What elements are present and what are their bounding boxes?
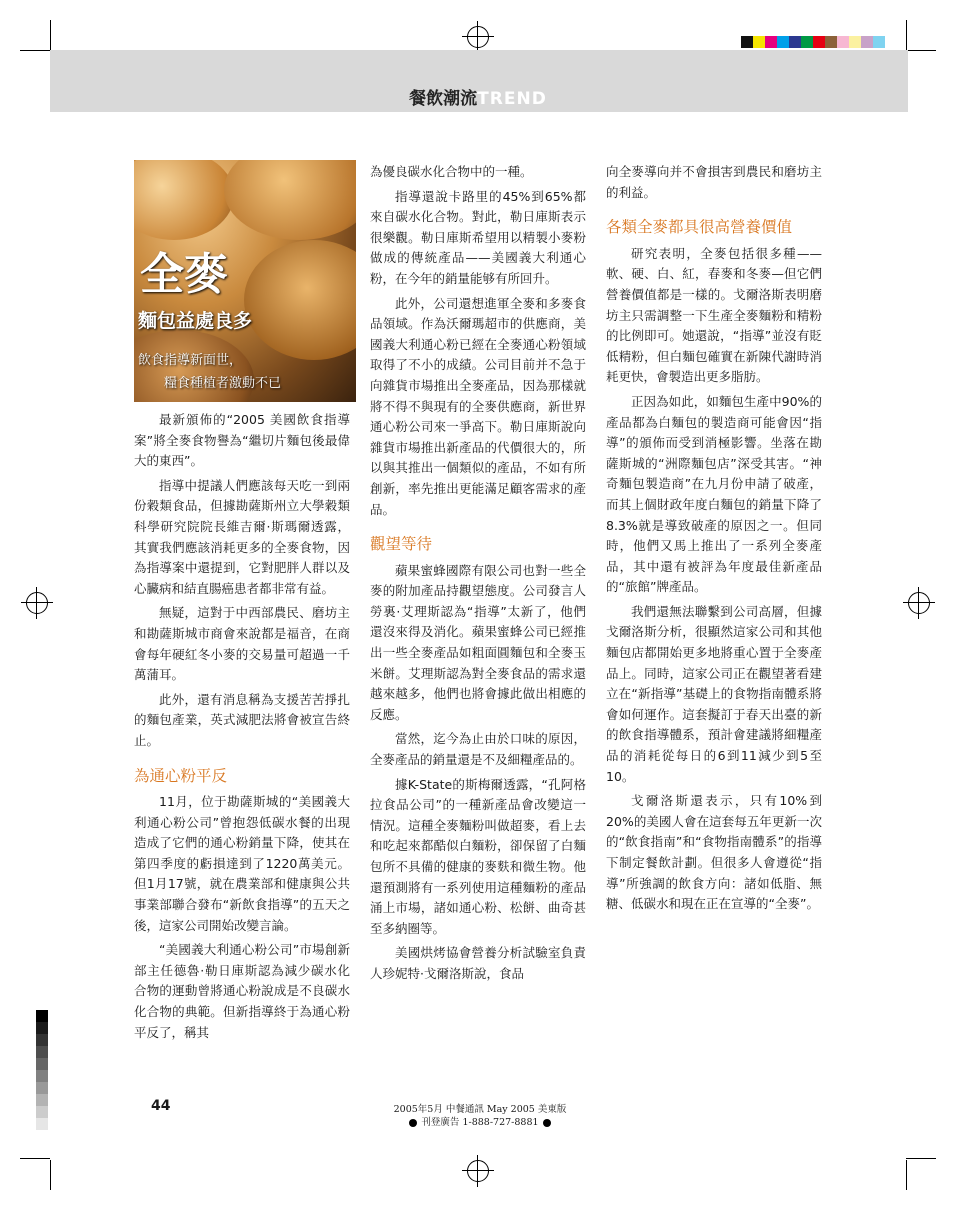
bullet-icon: [543, 1119, 551, 1127]
registration-mark-left: [26, 592, 48, 614]
color-swatch: [801, 36, 813, 48]
paragraph: 正因為如此，如麵包生產中90%的產品都為白麵包的製造商可能會因“指導”的頒佈而受到消極影響。坐落在勘薩斯城的“洲際麵包店”深受其害。“神奇麵包製造商”在九月份申請了破產，而其上個財政年度白麵包的銷量下降了8.3%就是導致破產的原因之一。但同時，他們又馬上推出了一系列全麥產品，其中還有被評為年度最佳新產品的“旅館”牌產品。: [606, 393, 822, 595]
bread-illustration: [224, 160, 356, 240]
color-swatch: [765, 36, 777, 48]
color-swatch: [849, 36, 861, 48]
grayscale-calibration-bar: [36, 1010, 48, 1130]
registration-mark-top: [467, 26, 489, 48]
article-column-3: [606, 162, 822, 919]
gray-swatch: [36, 1118, 48, 1130]
gray-swatch: [36, 1070, 48, 1082]
color-swatch: [753, 36, 765, 48]
paragraph: 戈爾洛斯還表示，只有10%到20%的美國人會在這套每五年更新一次的“飲食指南”和“食物指南體系”的指導下制定餐飲計劃。但很多人會遵從“指導”所強調的飲食方向：諸如低脂、無糖、低碳水和現在正在宣導的“全麥”。: [606, 793, 822, 912]
gray-swatch: [36, 1010, 48, 1022]
crop-mark: [20, 50, 50, 51]
paragraph: 研究表明，全麥包括很多種——軟、硬、白、紅，春麥和冬麥—但它們營養價值都是一樣的。戈爾洛斯表明磨坊主只需調整一下生產全麥麵粉和精粉的比例即可。她還說，“指導”並沒有貶低精粉，但白麵包確實在新陳代謝時消耗更快，會製造出更多脂肪。: [606, 245, 822, 385]
footer: [360, 1103, 600, 1129]
gray-swatch: [36, 1106, 48, 1118]
paragraph: 美國烘烤協會營養分析試驗室負責人珍妮特·戈爾洛斯說，食品: [370, 945, 586, 981]
paragraph: 最新頒佈的“2005 美國飲食指導案”將全麥食物譽為“繼切片麵包後最偉大的東西”。: [134, 412, 350, 469]
paragraph: 11月，位于勘薩斯城的“美國義大利通心粉公司”曾抱怨低碳水餐的出現造成了它們的通心粉銷量下降，使其在第四季度的虧損達到了1220萬美元。但1月17號，就在農業部和健康與公共事業部聯合發布“新飲食指導”的五天之後，這家公司開始改變言論。: [134, 794, 350, 933]
color-swatch: [825, 36, 837, 48]
color-swatch: [873, 36, 885, 48]
bread-hero-image: [134, 160, 356, 402]
paragraph: 當然，迄今為止由於口味的原因，全麥產品的銷量還是不及細糧產品的。: [370, 731, 586, 768]
section-title: [0, 84, 956, 109]
color-calibration-bar: [741, 36, 885, 48]
paragraph: 此外，還有消息稱為支援苦苦掙扎的麵包產業，英式減肥法將會被宣告終止。: [134, 691, 350, 748]
gray-swatch: [36, 1022, 48, 1034]
registration-mark-right: [908, 592, 930, 614]
section-heading: 各類全麥都具很高營養價值: [606, 218, 793, 237]
paragraph: 為優良碳水化合物中的一種。: [370, 164, 533, 179]
paragraph: 指導還說卡路里的45%到65%都來自碳水化合物。對此，勒日庫斯表示很樂觀。勒日庫斯希望用以精製小麥粉做成的傳統產品——美國義大利通心粉，在今年的銷量能够有所回升。: [370, 188, 586, 286]
hero-caption-line1: 飲食指導新面世，: [138, 353, 243, 368]
color-swatch: [741, 36, 753, 48]
section-heading: 為通心粉平反: [134, 766, 228, 785]
paragraph: 蘋果蜜蜂國際有限公司也對一些全麥的附加產品持觀望態度。公司發言人勞裏·艾理斯認為“指導”太新了，他們還沒來得及消化。蘋果蜜蜂公司已經推出一些全麥產品如粗面圓麵包和全麥玉米餅。艾理斯認為對全麥食品的需求還越來越多，他們也將會據此做出相應的反應。: [370, 562, 586, 722]
color-swatch: [777, 36, 789, 48]
color-swatch: [789, 36, 801, 48]
hero-subtitle: 麵包益處良多: [138, 310, 253, 332]
paragraph: 此外，公司還想進軍全麥和多麥食品領域。作為沃爾瑪超市的供應商，美國義大利通心粉已經在全麥通心粉領域取得了不小的成績。公司目前并不急于向雜貨市場推出全麥產品，因為那樣就將不得不與現有的全麥供應商，新世界通心粉公司來一爭高下。勒日庫斯說向雜貨市場推出新產品的代價很大的，所以與其推出一個類似的產品，不如有所創新，率先推出更能滿足顧客需求的產品。: [370, 295, 586, 517]
section-title-cn: 餐飲潮流: [409, 89, 478, 109]
registration-mark-bottom: [467, 1160, 489, 1182]
footer-ad-line: [360, 1116, 600, 1129]
gray-swatch: [36, 1046, 48, 1058]
hero-caption-line2: 糧食種植者激動不已: [164, 376, 282, 391]
paragraph: 指導中提議人們應該每天吃一到兩份穀類食品，但據勘薩斯州立大學穀類科學研究院院長維吉爾·斯瑪爾透露，其實我們應該消耗更多的全麥食物，因為指導案中還提到，它對肥胖人群以及心臟病和結直腸癌患者都非常有益。: [134, 477, 350, 596]
paragraph: “美國義大利通心粉公司”市場創新部主任德魯·勒日庫斯認為減少碳水化合物的運動曾將通心粉說成是不良碳水化合物的典範。但新指導終于為通心粉平反了，稱其: [134, 942, 350, 1040]
gray-swatch: [36, 1058, 48, 1070]
color-swatch: [813, 36, 825, 48]
crop-mark: [50, 20, 51, 50]
paragraph: 無疑，這對于中西部農民、磨坊主和勘薩斯城市商會來說都是福音，在商會每年硬紅冬小麥的交易量可超過一千萬蒲耳。: [134, 605, 350, 683]
gray-swatch: [36, 1082, 48, 1094]
gray-swatch: [36, 1034, 48, 1046]
bread-illustration: [244, 240, 356, 360]
crop-mark: [50, 1160, 51, 1190]
paragraph: 據K-State的斯梅爾透露，“孔阿格拉食品公司”的一種新產品會改變這一情況。這種全麥麵粉叫做超麥，看上去和吃起來都酷似白麵粉，卻保留了白麵包所不具備的健康的麥麩和微生物。他還預測將有一系列使用這種麵粉的產品涌上市場，諸如通心粉、松餅、曲奇甚至多納圈等。: [370, 776, 586, 936]
article-column-2: [370, 162, 586, 989]
crop-mark: [20, 1158, 50, 1159]
paragraph: 向全麥導向并不會損害到農民和磨坊主的利益。: [606, 164, 822, 200]
section-heading: 觀望等待: [370, 535, 433, 554]
crop-mark: [906, 20, 907, 50]
crop-mark: [906, 50, 936, 51]
crop-mark: [906, 1160, 907, 1190]
bread-illustration: [134, 160, 234, 240]
color-swatch: [861, 36, 873, 48]
bullet-icon: [409, 1119, 417, 1127]
color-swatch: [837, 36, 849, 48]
footer-ad-text: 刊登廣告 1-888-727-8881: [421, 1117, 539, 1128]
page-number: 44: [151, 1098, 171, 1114]
crop-mark: [906, 1158, 936, 1159]
footer-publication-line: 2005年5月 中餐通訊 May 2005 美東版: [393, 1104, 567, 1115]
paragraph: 我們還無法聯繫到公司高層，但據戈爾洛斯分析，很顯然這家公司和其他麵包店都開始更多地將重心置于全麥產品上。同時，這家公司正在觀望著看建立在“新指導”基礎上的食物指南體系將會如何運作。這套擬訂于春天出臺的新的飲食指導體系，預計會建議將細糧產品的消耗從每日的6到11減少到5至10。: [606, 603, 822, 784]
article-column-1: [134, 410, 350, 1047]
hero-title: 全麥: [140, 249, 228, 300]
section-title-en: TREND: [477, 89, 547, 109]
gray-swatch: [36, 1094, 48, 1106]
